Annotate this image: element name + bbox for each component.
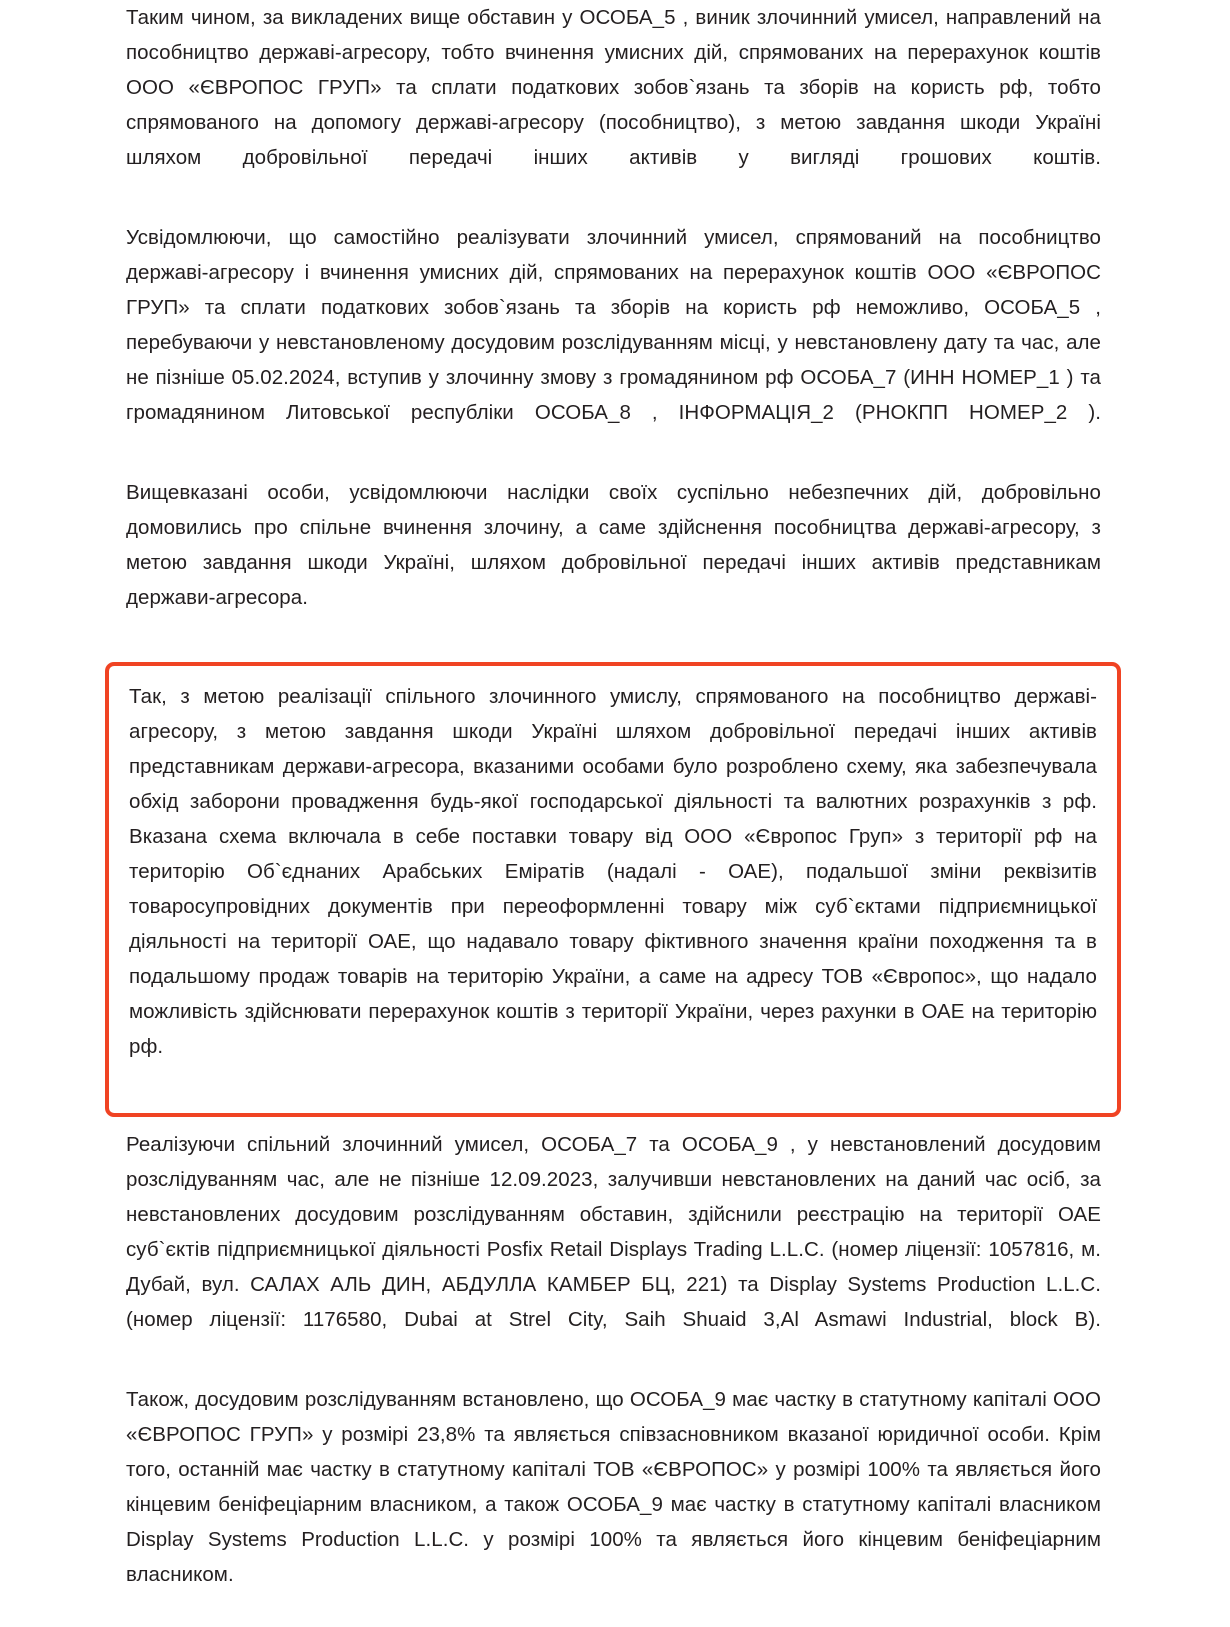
paragraph-6: Також, досудовим розслідуванням встановлено, що ОСОБА_9 має частку в статутному капіталі ООО «ЄВРОПОС ГРУП» у розмірі 23,8% та являється співзасновником вказаної юридичної особи. Крім того, останній має частку в статутному капіталі ТОВ «ЄВРОПОС» у розмірі 100% та являється його кінцевим беніфеціарним власником, а також ОСОБА_9 має частку в статутному капіталі власником Display Systems Production L.L.C. у розмірі 100% та являється його кінцевим беніфеціарним власником.: [126, 1388, 1101, 1586]
paragraph-4-highlighted: Так, з метою реалізації спільного злочинного умислу, спрямованого на пособництво державі-агресору, з метою завдання шкоди Україні шляхом добровільної передачі інших активів представникам держави-агресора, вказаними особами було розроблено схему, яка забезпечувала обхід заборони провадження будь-якої господарської діяльності та валютних розрахунків з рф. Вказана схема включала в себе поставки товару від ООО «Європос Груп» з території рф на територію Об`єднаних Арабських Еміратів (надалі - ОАЕ), подальшої зміни реквізитів товаросупровідних документів при переоформленні товару між суб`єктами підприємницької діяльності на території ОАЕ, що надавало товару фіктивного значення країни походження та в подальшому продаж товарів на територію України, а саме на адресу ТОВ «Європос», що надало можливість здійснювати перерахунок коштів з території України, через рахунки в ОАЕ на територію рф.: [129, 685, 1097, 1058]
highlighted-paragraph-box: [105, 662, 1121, 1117]
paragraph-5: Реалізуючи спільний злочинний умисел, ОСОБА_7 та ОСОБА_9 , у невстановлений досудовим розслідуванням час, але не пізніше 12.09.2023, залучивши невстановлених на даний час осіб, за невстановлених досудовим розслідуванням обставин, здійснили реєстрацію на території ОАЕ суб`єктів підприємницької діяльності Posfix Retail Displays Trading L.L.C. (номер ліцензії: 1057816, м. Дубай, вул. САЛАХ АЛЬ ДИН, АБДУЛЛА КАМБЕР БЦ, 221) та Display Systems Production L.L.C. (номер ліцензії: 1176580, Dubai at Strel City, Saih Shuaid 3,Al Asmawi Industrial, block B).: [126, 1133, 1101, 1331]
paragraph-2: Усвідомлюючи, що самостійно реалізувати злочинний умисел, спрямований на пособництво державі-агресору і вчинення умисних дій, спрямованих на перерахунок коштів ООО «ЄВРОПОС ГРУП» та сплати податкових зобов`язань та зборів на користь рф неможливо, ОСОБА_5 , перебуваючи у невстановленому досудовим розслідуванням місці, у невстановлену дату та час, але не пізніше 05.02.2024, вступив у злочинну змову з громадянином рф ОСОБА_7 (ИНН НОМЕР_1 ) та громадянином Литовської республіки ОСОБА_8 , ІНФОРМАЦІЯ_2 (РНОКПП НОМЕР_2 ).: [126, 226, 1101, 424]
paragraph-1: Таким чином, за викладених вище обставин у ОСОБА_5 , виник злочинний умисел, направлений на пособництво державі-агресору, тобто вчинення умисних дій, спрямованих на перерахунок коштів ООО «ЄВРОПОС ГРУП» та сплати податкових зобов`язань та зборів на користь рф, тобто спрямованого на допомогу державі-агресору (пособництво), з метою завдання шкоди Україні шляхом добровільної передачі інших активів у вигляді грошових коштів.: [126, 6, 1101, 169]
document-text-body: [126, 0, 1101, 1627]
paragraph-3: Вищевказані особи, усвідомлюючи наслідки своїх суспільно небезпечних дій, добровільно домовились про спільне вчинення злочину, а саме здійснення пособництва державі-агресору, з метою завдання шкоди Україні, шляхом добровільної передачі інших активів представникам держави-агресора.: [126, 481, 1101, 609]
